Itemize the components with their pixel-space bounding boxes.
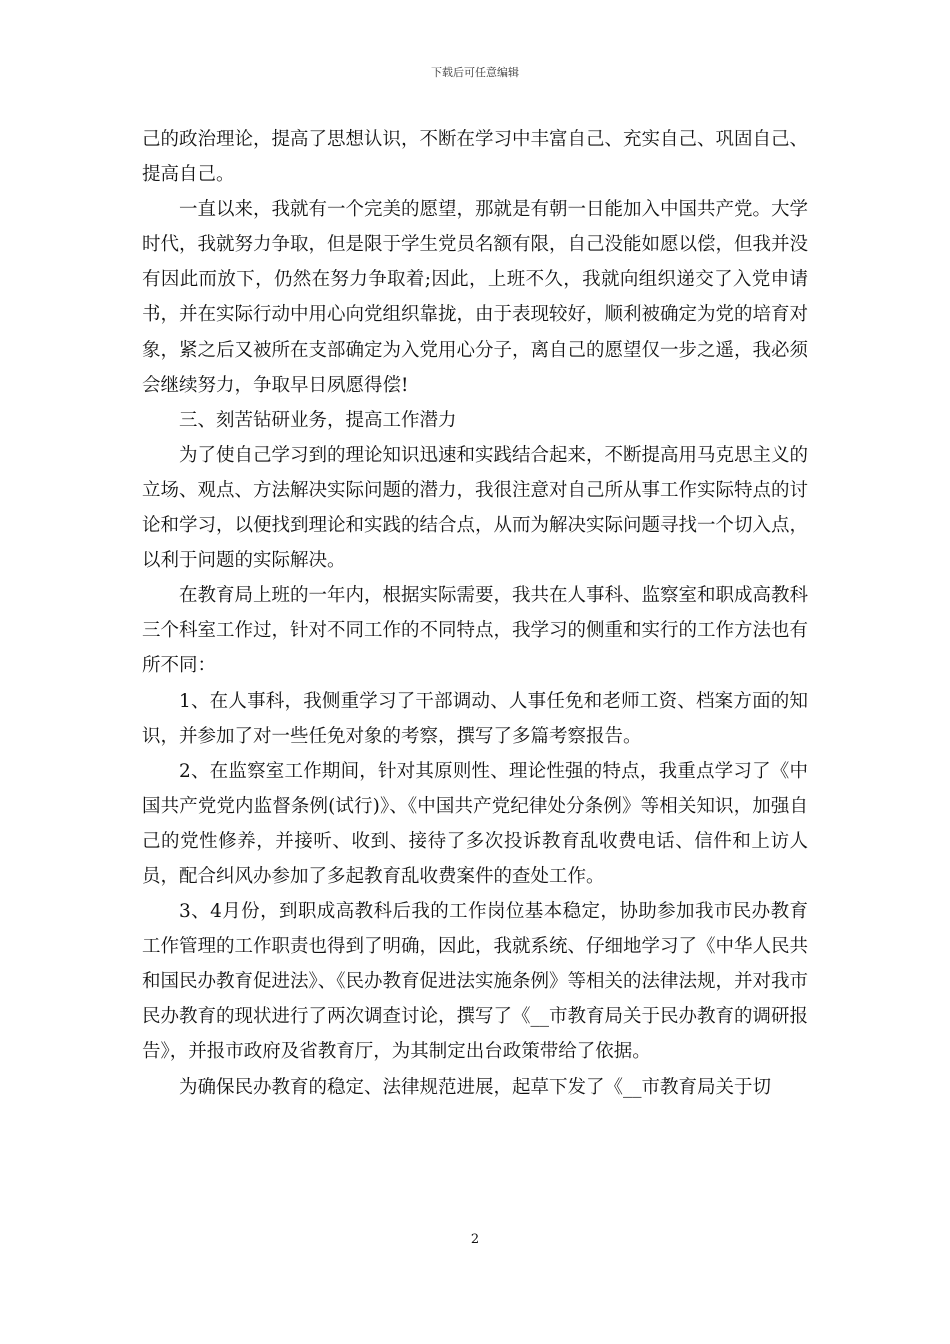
page-number: 2 xyxy=(470,1232,480,1247)
paragraph: 为确保民办教育的稳定、法律规范进展，起草下发了《__市教育局关于切 xyxy=(179,1076,772,1098)
list-item: 1、在人事科，我侧重学习了干部调动、人事任免和老师工资、档案方面的知识，并参加了对一些任免对象的考察，撰写了多篇考察报告。 xyxy=(142,690,808,747)
page-header: 下载后可任意编辑 xyxy=(431,66,519,79)
section-heading: 三、刻苦钻研业务，提高工作潜力 xyxy=(179,409,457,431)
paragraph-continued: 己的政治理论，提高了思想认识，不断在学习中丰富自己、充实自己、巩固自己、提高自己。 xyxy=(142,129,809,186)
paragraph: 在教育局上班的一年内，根据实际需要，我共在人事科、监察室和职成高教科三个科室工作过，针对不同工作的不同特点，我学习的侧重和实行的工作方法也有所不同： xyxy=(142,585,809,677)
document-body xyxy=(142,122,808,1105)
paragraph: 一直以来，我就有一个完美的愿望，那就是有朝一日能加入中国共产党。大学时代，我就努力争取，但是限于学生党员名额有限，自己没能如愿以偿，但我并没有因此而放下，仍然在努力争取着;因此，上班不久，我就向组织递交了入党申请书，并在实际行动中用心向党组织靠拢，由于表现较好，顺利被确定为党的培育对象，紧之后又被所在支部确定为入党用心分子，离自己的愿望仅一步之遥，我必须会继续努力，争取早日夙愿得偿! xyxy=(142,199,809,396)
list-item: 2、在监察室工作期间，针对其原则性、理论性强的特点，我重点学习了《中国共产党党内监督条例(试行)》、《中国共产党纪律处分条例》等相关知识，加强自己的党性修养，并接听、收到、接待了多次投诉教育乱收费电话、信件和上访人员，配合纠风办参加了多起教育乱收费案件的查处工作。 xyxy=(142,760,808,887)
list-item: 3、4月份，到职成高教科后我的工作岗位基本稳定，协助参加我市民办教育工作管理的工作职责也得到了明确，因此，我就系统、仔细地学习了《中华人民共和国民办教育促进法》、《民办教育促进法实施条例》等相关的法律法规，并对我市民办教育的现状进行了两次调查讨论，撰写了《__市教育局关于民办教育的调研报告》，并报市政府及省教育厅，为其制定出台政策带给了依据。 xyxy=(142,901,809,1063)
paragraph: 为了使自己学习到的理论知识迅速和实践结合起来，不断提高用马克思主义的立场、观点、方法解决实际问题的潜力，我很注意对自己所从事工作实际特点的讨论和学习，以便找到理论和实践的结合点，从而为解决实际问题寻找一个切入点，以利于问题的实际解决。 xyxy=(142,444,809,572)
